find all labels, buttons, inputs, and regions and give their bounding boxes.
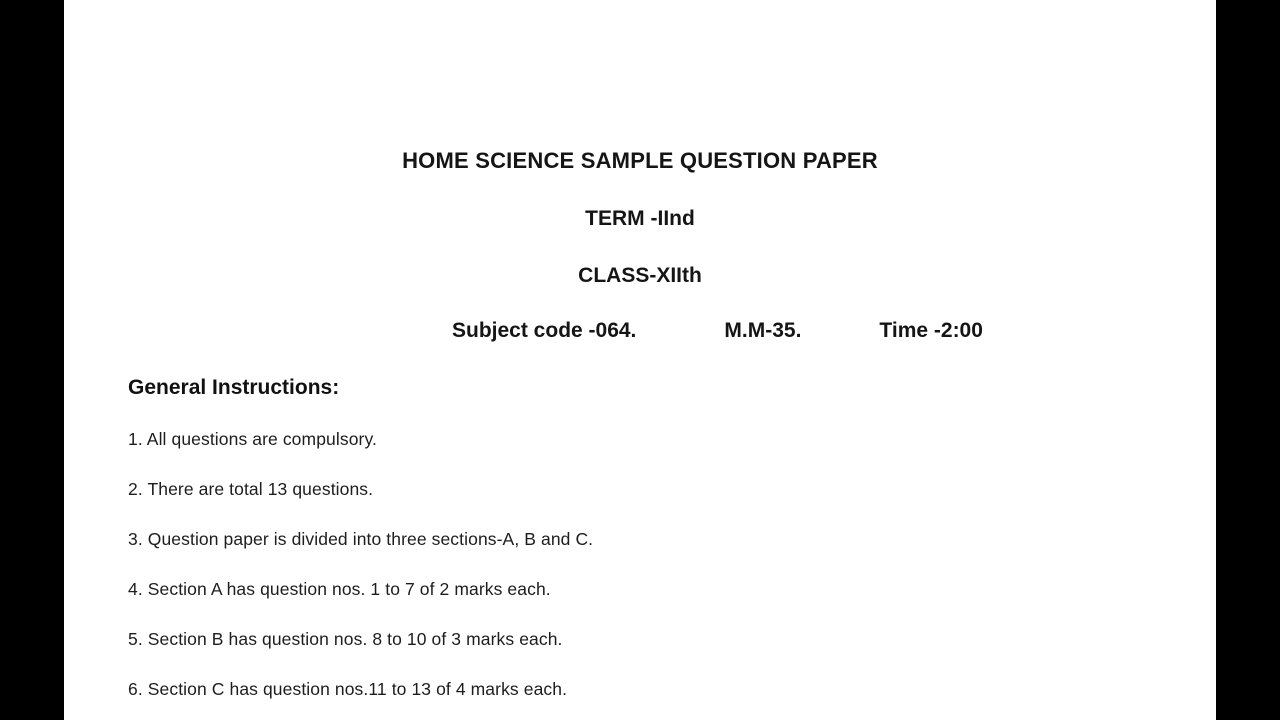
letterbox-left (0, 0, 64, 720)
term-label: TERM -IInd (585, 207, 695, 231)
max-marks: M.M-35. (724, 319, 802, 343)
instructions-list (64, 429, 1216, 700)
document-page (64, 0, 1216, 720)
subject-code: Subject code -064. (452, 319, 637, 343)
class-label: CLASS-XIIth (578, 264, 702, 288)
list-item: 5. Section B has question nos. 8 to 10 of 3 marks each. (128, 629, 563, 650)
list-item: 3. Question paper is divided into three sections-A, B and C. (128, 529, 594, 550)
list-item: 6. Section C has question nos.11 to 13 of 4 marks each. (128, 679, 568, 700)
exam-time: Time -2:00 (879, 319, 983, 343)
page-title: HOME SCIENCE SAMPLE QUESTION PAPER (402, 148, 878, 173)
title-block (64, 0, 1216, 288)
letterbox-right (1216, 0, 1280, 720)
exam-meta-row (64, 319, 1216, 343)
list-item: 2. There are total 13 questions. (128, 479, 374, 500)
instructions-heading: General Instructions: (128, 376, 340, 400)
list-item: 4. Section A has question nos. 1 to 7 of 2 marks each. (128, 579, 551, 600)
list-item: 1. All questions are compulsory. (128, 429, 377, 450)
question-paper (64, 0, 1216, 720)
